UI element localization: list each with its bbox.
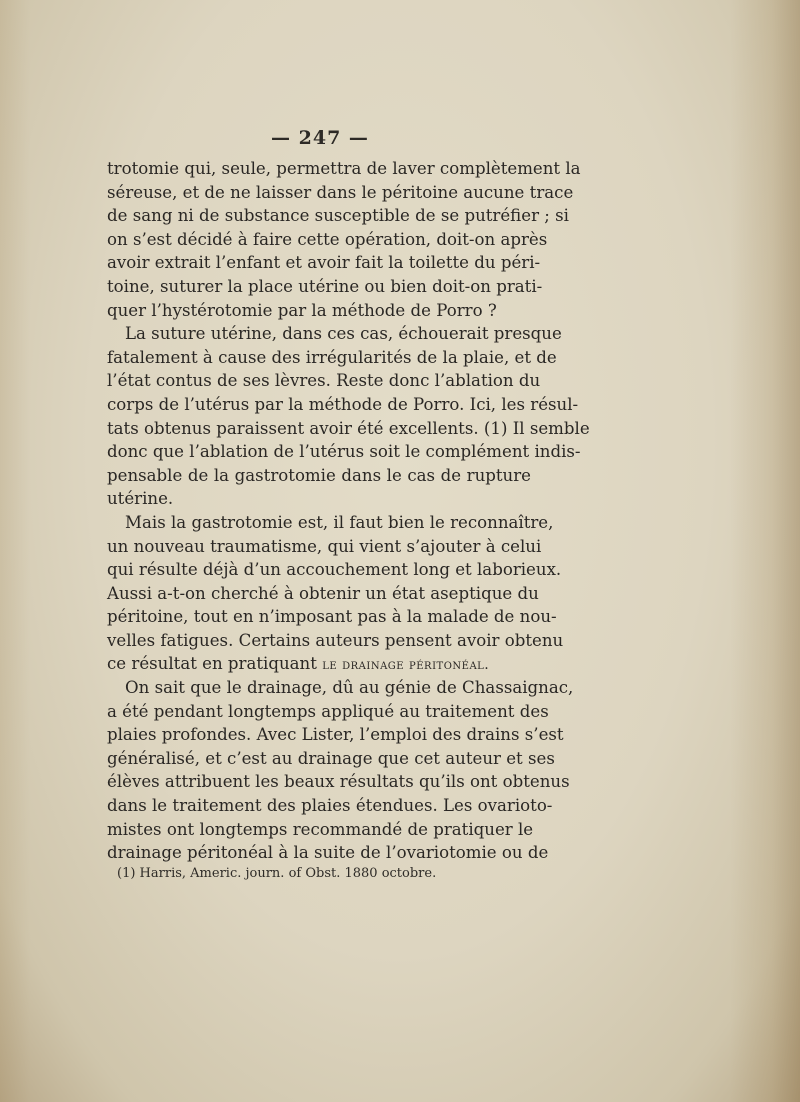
text-line: séreuse, et de ne laisser dans le péritoine aucune trace xyxy=(107,182,574,202)
text-line: fatalement à cause des irrégularités de la plaie, et de xyxy=(107,347,557,367)
text-line xyxy=(107,652,531,676)
text-line: velles fatigues. Certains auteurs pensent avoir obtenu xyxy=(107,630,564,650)
text-line: de sang ni de substance susceptible de se putréfier ; si xyxy=(107,206,569,226)
text-line: qui résulte déjà d’un accouchement long et laborieux. xyxy=(107,560,562,580)
text-line: trotomie qui, seule, permettra de laver complètement la xyxy=(107,159,581,178)
text-line: élèves attribuent les beaux résultats qu’ils ont obtenus xyxy=(107,772,570,792)
text-line: péritoine, tout en n’imposant pas à la malade de nou- xyxy=(107,607,557,627)
page-shadow-left xyxy=(0,0,30,1102)
text-line: utérine. xyxy=(107,489,174,509)
text-line: pensable de la gastrotomie dans le cas de rupture xyxy=(107,465,531,485)
text-line: on s’est décidé à faire cette opération, doit-on après xyxy=(107,229,548,249)
body-text xyxy=(107,157,590,865)
footnote: (1) Harris, Americ. journ. of Obst. 1880 octobre. xyxy=(117,866,437,881)
text-line: a été pendant longtemps appliqué au traitement des xyxy=(107,701,549,721)
text-line: toine, suturer la place utérine ou bien doit-on prati- xyxy=(107,276,543,296)
text-line: On sait que le drainage, dû au génie de Chassaignac, xyxy=(125,678,574,698)
text-line: mistes ont longtemps recommandé de pratiquer le xyxy=(107,819,534,839)
page-number: — 247 — xyxy=(271,127,369,149)
text-line: Mais la gastrotomie est, il faut bien le reconnaître, xyxy=(125,512,554,532)
text-line: l’état contus de ses lèvres. Reste donc l’ablation du xyxy=(107,371,541,391)
page-shadow-right xyxy=(730,0,800,1102)
text-line: Aussi a-t-on cherché à obtenir un état aseptique du xyxy=(107,583,539,603)
text-line: un nouveau traumatisme, qui vient s’ajouter à celui xyxy=(107,536,542,556)
small-caps-phrase: le drainage péritonéal. xyxy=(322,657,490,674)
text-line: drainage péritonéal à la suite de l’ovariotomie ou de xyxy=(107,843,549,863)
text-line: dans le traitement des plaies étendues. Les ovarioto- xyxy=(107,796,553,816)
text-line: avoir extrait l’enfant et avoir fait la toilette du péri- xyxy=(107,253,541,273)
text-line: tats obtenus paraissent avoir été excellents. (1) Il semble xyxy=(107,418,590,438)
text-line: quer l’hystérotomie par la méthode de Porro ? xyxy=(107,300,497,320)
text-line: La suture utérine, dans ces cas, échouerait presque xyxy=(125,324,562,344)
text-line: plaies profondes. Avec Lister, l’emploi des drains s’est xyxy=(107,725,564,745)
text-line: donc que l’ablation de l’utérus soit le complément indis- xyxy=(107,442,581,462)
text-fragment: ce résultat en pratiquant xyxy=(107,654,317,674)
text-line: corps de l’utérus par la méthode de Porro. Ici, les résul- xyxy=(107,394,579,414)
text-line: généralisé, et c’est au drainage que cet auteur et ses xyxy=(107,748,555,768)
